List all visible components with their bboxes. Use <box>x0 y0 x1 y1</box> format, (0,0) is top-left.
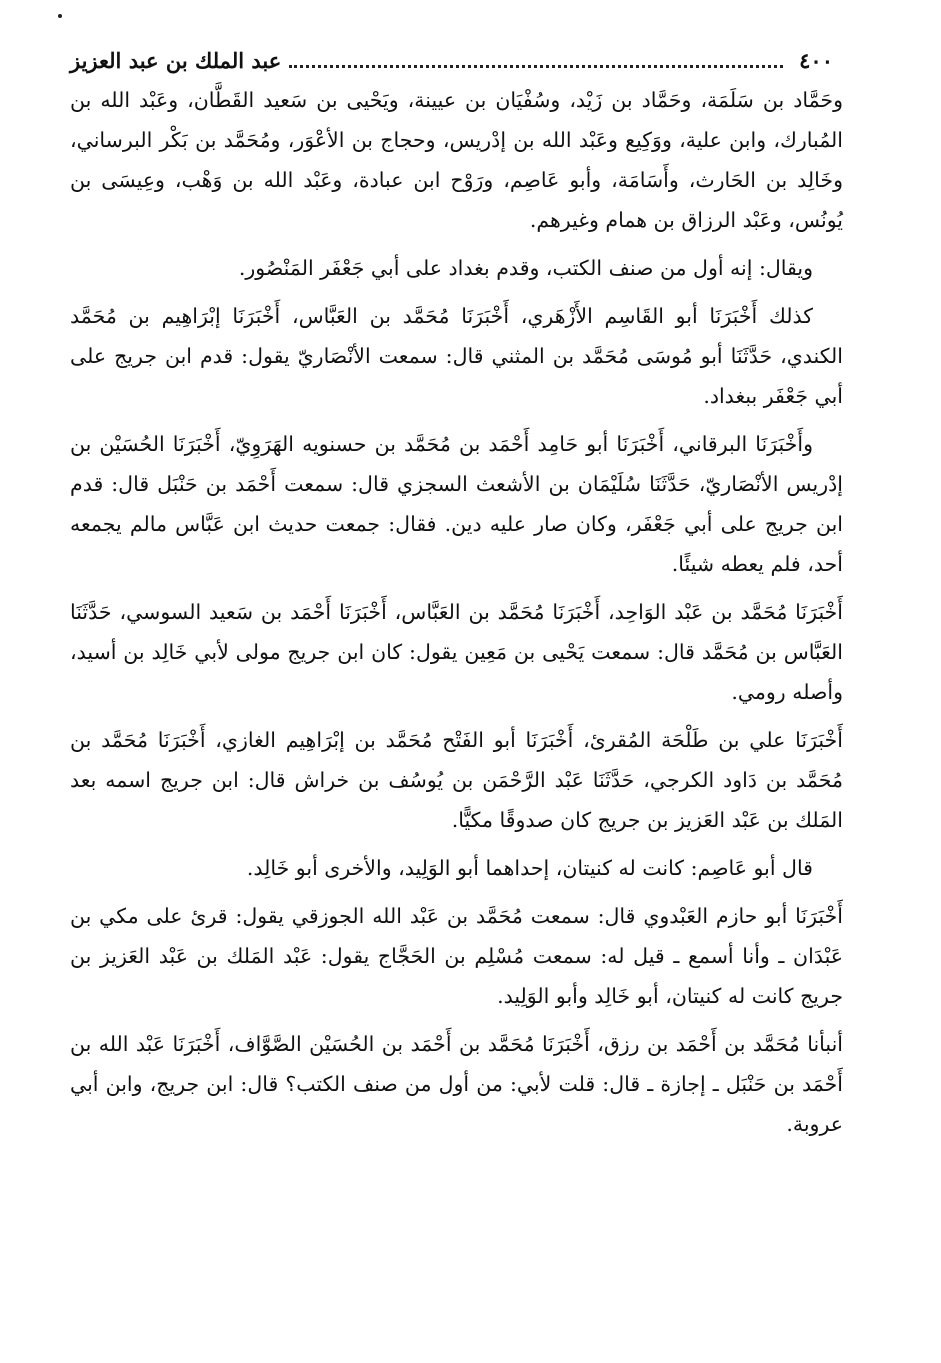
paragraph: وأَخْبَرَنَا البرقاني، أَخْبَرَنَا أبو حَامِد أَحْمَد بن مُحَمَّد بن حسنويه الهَرَوِيّ، أَخْبَرَنَا الحُسَيْن بن إدْريس الأنْصَاريّ، حَدَّثَنَا سُلَيْمَان بن الأشعث السجزي قال: سمعت أَحْمَد بن حَنْبَل قال: قدم ابن جريج على أبي جَعْفَر، وكان صار عليه دين. فقال: جمعت حديث ابن عَبَّاس مالم يجمعه أحد، فلم يعطه شيئًا. <box>70 432 843 576</box>
paragraph: كذلك أَخْبَرَنَا أبو القَاسِم الأَزْهَري، أَخْبَرَنَا مُحَمَّد بن العَبَّاس، أَخْبَرَنَا إبْرَاهِيم بن مُحَمَّد الكندي، حَدَّثَنَا أبو مُوسَى مُحَمَّد بن المثني قال: سمعت الأنْصَاريّ يقول: قدم ابن جريج على أبي جَعْفَر ببغداد. <box>70 304 843 408</box>
page-header <box>70 40 833 80</box>
paragraph: قال أبو عَاصِم: كانت له كنيتان، إحداهما أبو الوَلِيد، والأخرى أبو خَالِد. <box>246 856 813 880</box>
paragraph: وحَمَّاد بن سَلَمَة، وحَمَّاد بن زَيْد، وسُفْيَان بن عيينة، ويَحْيى بن سَعيد القَطَّان، وعَبْد الله بن المُبارك، وابن علية، ووَكِيع وعَبْد الله بن إدْريس، وحجاج بن الأعْوَر، ومُحَمَّد بن بَكْر البرساني، وخَالِد بن الحَارث، وأَسَامَة، وأبو عَاصِم، ورَوْح ابن عبادة، وعَبْد الله بن وَهْب، وعِيسَى بن يُونُس، وعَبْد الرزاق بن همام وغيرهم. <box>70 88 843 232</box>
paragraph: أَخْبَرَنَا أبو حازم العَبْدوي قال: سمعت مُحَمَّد بن عَبْد الله الجوزقي يقول: قرئ على مكي بن عَبْدَان ـ وأنا أسمع ـ قيل له: سمعت مُسْلِم بن الحَجَّاج يقول: عَبْد المَلك بن عَبْد العَزيز بن جريج كانت له كنيتان، أبو خَالِد وأبو الوَلِيد. <box>70 904 843 1008</box>
paragraph: ويقال: إنه أول من صنف الكتب، وقدم بغداد على أبي جَعْفَر المَنْصُور. <box>238 256 813 280</box>
paragraph: أَخْبَرَنَا علي بن طَلْحَة المُقرئ، أَخْبَرَنَا أبو الفَتْح مُحَمَّد بن إبْرَاهِيم الغازي، أَخْبَرَنَا مُحَمَّد بن مُحَمَّد بن دَاود الكرجي، حَدَّثَنَا عَبْد الرَّحْمَن بن يُوسُف بن خراش قال: ابن جريج اسمه بعد المَلك بن عَبْد العَزيز بن جريج كان صدوقًا مكيًّا. <box>70 728 843 832</box>
page-number: ٤٠٠ <box>799 47 833 73</box>
paragraph: أَخْبَرَنَا مُحَمَّد بن عَبْد الوَاحِد، أَخْبَرَنَا مُحَمَّد بن العَبَّاس، أَخْبَرَنَا أَحْمَد بن سَعيد السوسي، حَدَّثَنَا العَبَّاس بن مُحَمَّد قال: سمعت يَحْيى بن مَعِين يقول: كان ابن جريج مولى لأبي خَالِد بن أسيد، وأصله رومي. <box>70 600 843 704</box>
page-body <box>70 80 843 1152</box>
running-title: عبد الملك بن عبد العزيز <box>70 47 282 73</box>
page-speck <box>58 14 62 18</box>
header-dotted-leader <box>289 65 783 68</box>
paragraph: أنبأنا مُحَمَّد بن أَحْمَد بن رزق، أَخْبَرَنَا مُحَمَّد بن أَحْمَد بن الحُسَيْن الصَّوَّاف، أَخْبَرَنَا عَبْد الله بن أَحْمَد بن حَنْبَل ـ إجازة ـ قال: قلت لأبي: من أول من صنف الكتب؟ قال: ابن جريج، وابن أبي عروبة. <box>70 1032 843 1136</box>
